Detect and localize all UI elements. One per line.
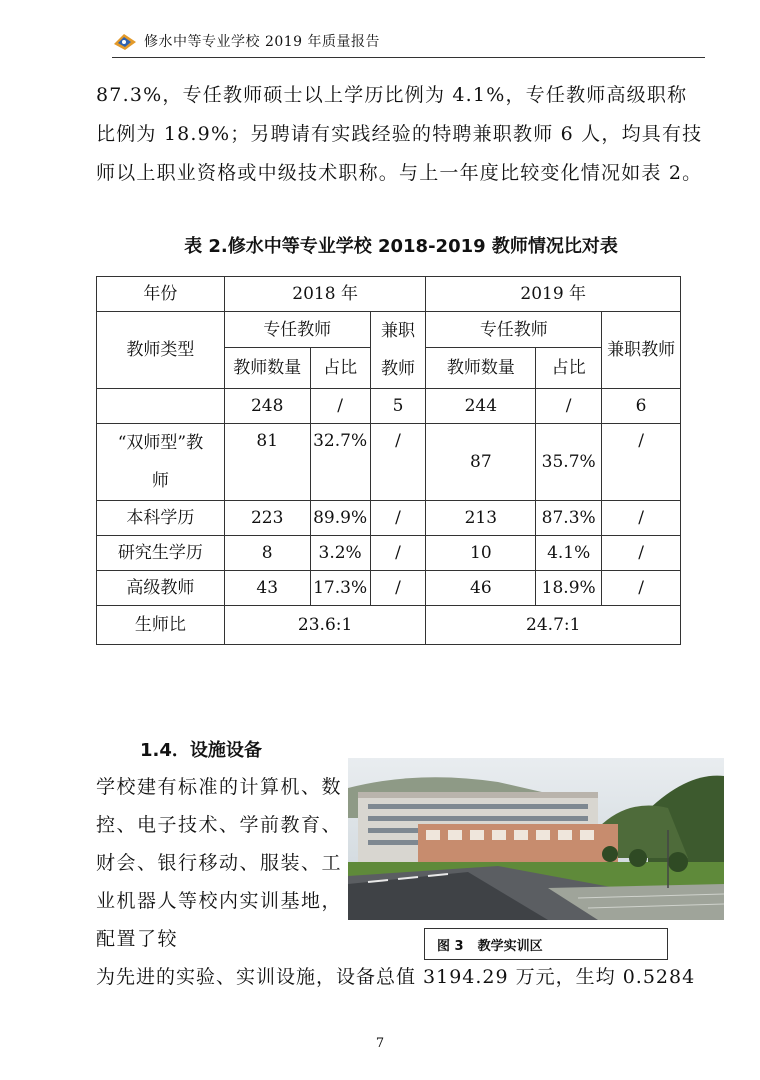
cell: / bbox=[602, 424, 681, 501]
row-label: 高级教师 bbox=[97, 571, 225, 606]
cell: 81 bbox=[224, 424, 310, 501]
page-header bbox=[112, 26, 380, 56]
figure-number: 图 3 bbox=[437, 938, 464, 954]
row-label: “双师型”教师 bbox=[97, 424, 225, 501]
cell: 6 bbox=[602, 389, 681, 424]
body-paragraph-1: 87.3%，专任教师硕士以上学历比例为 4.1%，专任教师高级职称比例为 18.9%；另聘请有实践经验的特聘兼职教师 6 人，均具有技师以上职业资格或中级技术职称。与上一年度比较变化情况如表 2。 bbox=[96, 84, 703, 184]
cell: 18.9% bbox=[536, 571, 602, 606]
cell: / bbox=[370, 536, 426, 571]
table-row bbox=[97, 312, 681, 348]
training-area-photo bbox=[348, 758, 724, 920]
cell: 8 bbox=[224, 536, 310, 571]
ratio-2019-value: 24.7:1 bbox=[426, 606, 681, 645]
table-row bbox=[97, 536, 681, 571]
year-2019-cell: 2019 年 bbox=[426, 277, 681, 312]
cell: 3.2% bbox=[310, 536, 370, 571]
cell: / bbox=[310, 389, 370, 424]
parttime-2019-cell: 兼职教师 bbox=[602, 312, 681, 389]
cell: 35.7% bbox=[536, 424, 602, 501]
fulltime-2019-cell: 专任教师 bbox=[426, 312, 602, 348]
figure-caption bbox=[424, 928, 668, 960]
cell: 87 bbox=[426, 424, 536, 501]
cell: 4.1% bbox=[536, 536, 602, 571]
year-2018-cell: 2018 年 bbox=[224, 277, 426, 312]
table-row bbox=[97, 571, 681, 606]
section-heading: 1.4．设施设备 bbox=[140, 740, 262, 761]
row-label: 研究生学历 bbox=[97, 536, 225, 571]
cell: 32.7% bbox=[310, 424, 370, 501]
cell: / bbox=[370, 424, 426, 501]
cell: 87.3% bbox=[536, 501, 602, 536]
parttime-2018-cell: 兼职教师 bbox=[370, 312, 426, 389]
teacher-comparison-table bbox=[96, 276, 681, 645]
header-divider bbox=[112, 57, 705, 58]
cell: / bbox=[602, 501, 681, 536]
teacher-type-cell: 教师类型 bbox=[97, 312, 225, 389]
cell: / bbox=[536, 389, 602, 424]
ratio-2018-value: 23.6:1 bbox=[224, 606, 426, 645]
ratio-2018-cell: 占比 bbox=[310, 348, 370, 389]
table-row bbox=[97, 501, 681, 536]
cell: 213 bbox=[426, 501, 536, 536]
cell: 89.9% bbox=[310, 501, 370, 536]
cell: / bbox=[370, 501, 426, 536]
table-caption: 表 2.修水中等专业学校 2018-2019 教师情况比对表 bbox=[184, 236, 618, 257]
cell: 248 bbox=[224, 389, 310, 424]
cell: 244 bbox=[426, 389, 536, 424]
body-paragraph-2: 学校建有标准的计算机、数控、电子技术、学前教育、财会、银行移动、服装、工业机器人等校内实训基地，配置了较 bbox=[96, 776, 343, 950]
cell: 223 bbox=[224, 501, 310, 536]
cell: 43 bbox=[224, 571, 310, 606]
row-label: 本科学历 bbox=[97, 501, 225, 536]
table-row bbox=[97, 389, 681, 424]
fulltime-2018-cell: 专任教师 bbox=[224, 312, 370, 348]
count-2018-cell: 教师数量 bbox=[224, 348, 310, 389]
header-title: 修水中等专业学校 2019 年质量报告 bbox=[144, 34, 381, 50]
count-2019-cell: 教师数量 bbox=[426, 348, 536, 389]
cell: / bbox=[602, 571, 681, 606]
table-row bbox=[97, 424, 681, 501]
body-paragraph-3: 为先进的实验、实训设施，设备总值 3194.29 万元，生均 0.5284 bbox=[96, 966, 696, 988]
cell: 46 bbox=[426, 571, 536, 606]
row-label bbox=[97, 389, 225, 424]
year-label-cell: 年份 bbox=[97, 277, 225, 312]
table-row bbox=[97, 606, 681, 645]
row-label: 生师比 bbox=[97, 606, 225, 645]
cell: 10 bbox=[426, 536, 536, 571]
page-number: 7 bbox=[375, 1036, 385, 1051]
figure-caption-text: 教学实训区 bbox=[477, 938, 543, 954]
cell: 5 bbox=[370, 389, 426, 424]
cell: 17.3% bbox=[310, 571, 370, 606]
table-row bbox=[97, 277, 681, 312]
school-logo-icon bbox=[112, 30, 138, 52]
ratio-2019-cell: 占比 bbox=[536, 348, 602, 389]
cell: / bbox=[602, 536, 681, 571]
cell: / bbox=[370, 571, 426, 606]
